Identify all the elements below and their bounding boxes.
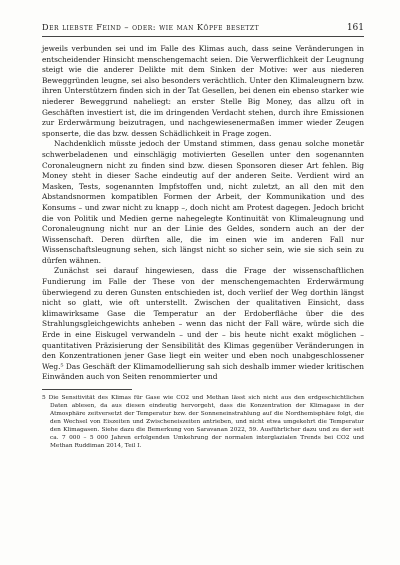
paragraph: Nachdenklich müsste jedoch der Umstand stimmen, dass genau solche monetär schwerbeladenen und einschlägig motivierten Gesellen unter den sogenannten Coronaleugnern nicht zu finden sind bzw. diesen Sponsoren dieser Art fehlen. Big Money steht in dieser Sache eindeutig auf der anderen Seite. Verdient wird an Masken, Tests, sogenannten Impfstoffen und, nicht zuletzt, an all den mit den Abstandsnormen kompatiblen Formen der Arbeit, der Kommunikation und des Konsums – und zwar nicht zu knapp –, doch nicht am Protest dagegen. Jedoch bricht die von Politik und Medien gerne nahegelegte Kontinuität von Klimaleugnung und Coronaleugnung nicht nur an der Linie des Geldes, sondern auch an der der Wissenschaft. Deren dürften alle, die im einen wie im anderen Fall nur Wissenschaftsleugnung sehen, sich längst nicht so sicher sein, wie sie sich sein zu dürfen wähnen. <box>42 139 364 265</box>
paragraph: jeweils verbunden sei und im Falle des Klimas auch, dass seine Veränderungen in entscheidender Hinsicht menschengemacht seien. Die Verwerflichkeit der Leugnung steigt wie die anderer Delikte mit dem Sinken der Motive: wer aus niederen Beweggründen leugne, sei also besonders verächtlich. Unter den Klimaleugnern bzw. ihren Unterstützern finden sich in der Tat Gesellen, bei denen ein ebenso starker wie niederer Beweggrund naheliegt: an erster Stelle Big Money, das allzu oft in Geschäften investiert ist, die im dringenden Verdacht stehen, durch ihre Emissionen zur Erderwärmung beizutragen, und nachgewiesenermaßen immer wieder Zeugen sponserte, die das bzw. dessen Schädlichkeit in Frage zogen. <box>42 44 364 138</box>
page-number: 161 <box>346 23 364 33</box>
running-header <box>42 22 364 37</box>
footnote-rule <box>42 389 132 390</box>
paragraph: Zunächst sei darauf hingewiesen, dass die Frage der wissenschaftlichen Fundierung im Falle der These von der menschengemachten Erderwärmung überwiegend zu deren Gunsten entschieden ist, doch verlief der Weg dorthin längst nicht so glatt, wie oft unterstellt. Zwischen der qualitativen Einsicht, dass klimawirksame Gase die Temperatur an der Erdoberfläche über die des Strahlungsgleichgewichts anheben – wenn das nicht der Fall wäre, würde sich die Erde in eine Eiskugel verwandeln – und der – bis heute nicht exakt möglichen – quantitativen Präzisierung der Sensibilität des Klimas gegenüber Veränderungen in den Konzentrationen jener Gase liegt ein weiter und eben noch unabgeschlossener Weg.⁵ Das Geschäft der Klimamodellierung sah sich deshalb immer wieder kritischen Einwänden auch von Seiten renommierter und <box>42 266 364 382</box>
book-page <box>42 22 364 450</box>
footnote-text: 5 Die Sensitivität des Klimas für Gase wie CO2 und Methan lässt sich nicht aus den erdgeschichtlichen Daten ablesen, da aus diesen eindeutig hervorgeht, dass die Konzentration der Klimagase in der Atmosphäre zeitversetzt der Temperatur bzw. der Sonneneinstrahlung auf die Nordhemisphäre folgt, die den Wechsel von Eiszeiten und Zwischeneiszeiten antrieben, und nicht etwa umgekehrt die Temperatur den Klimagasen. Siehe dazu die Bemerkung von Saravanan 2022, 59. Ausführlicher dazu und zu der seit ca. 7 000 – 5 000 Jahren erfolgenden Umkehrung der normalen interglazialen Trends bei CO2 und Methan Ruddiman 2014, Teil I. <box>42 395 364 449</box>
running-title: Der liebste Feind – oder: wie man Köpfe besetzt <box>42 22 260 32</box>
body-text <box>42 44 364 383</box>
footnote <box>42 394 364 450</box>
